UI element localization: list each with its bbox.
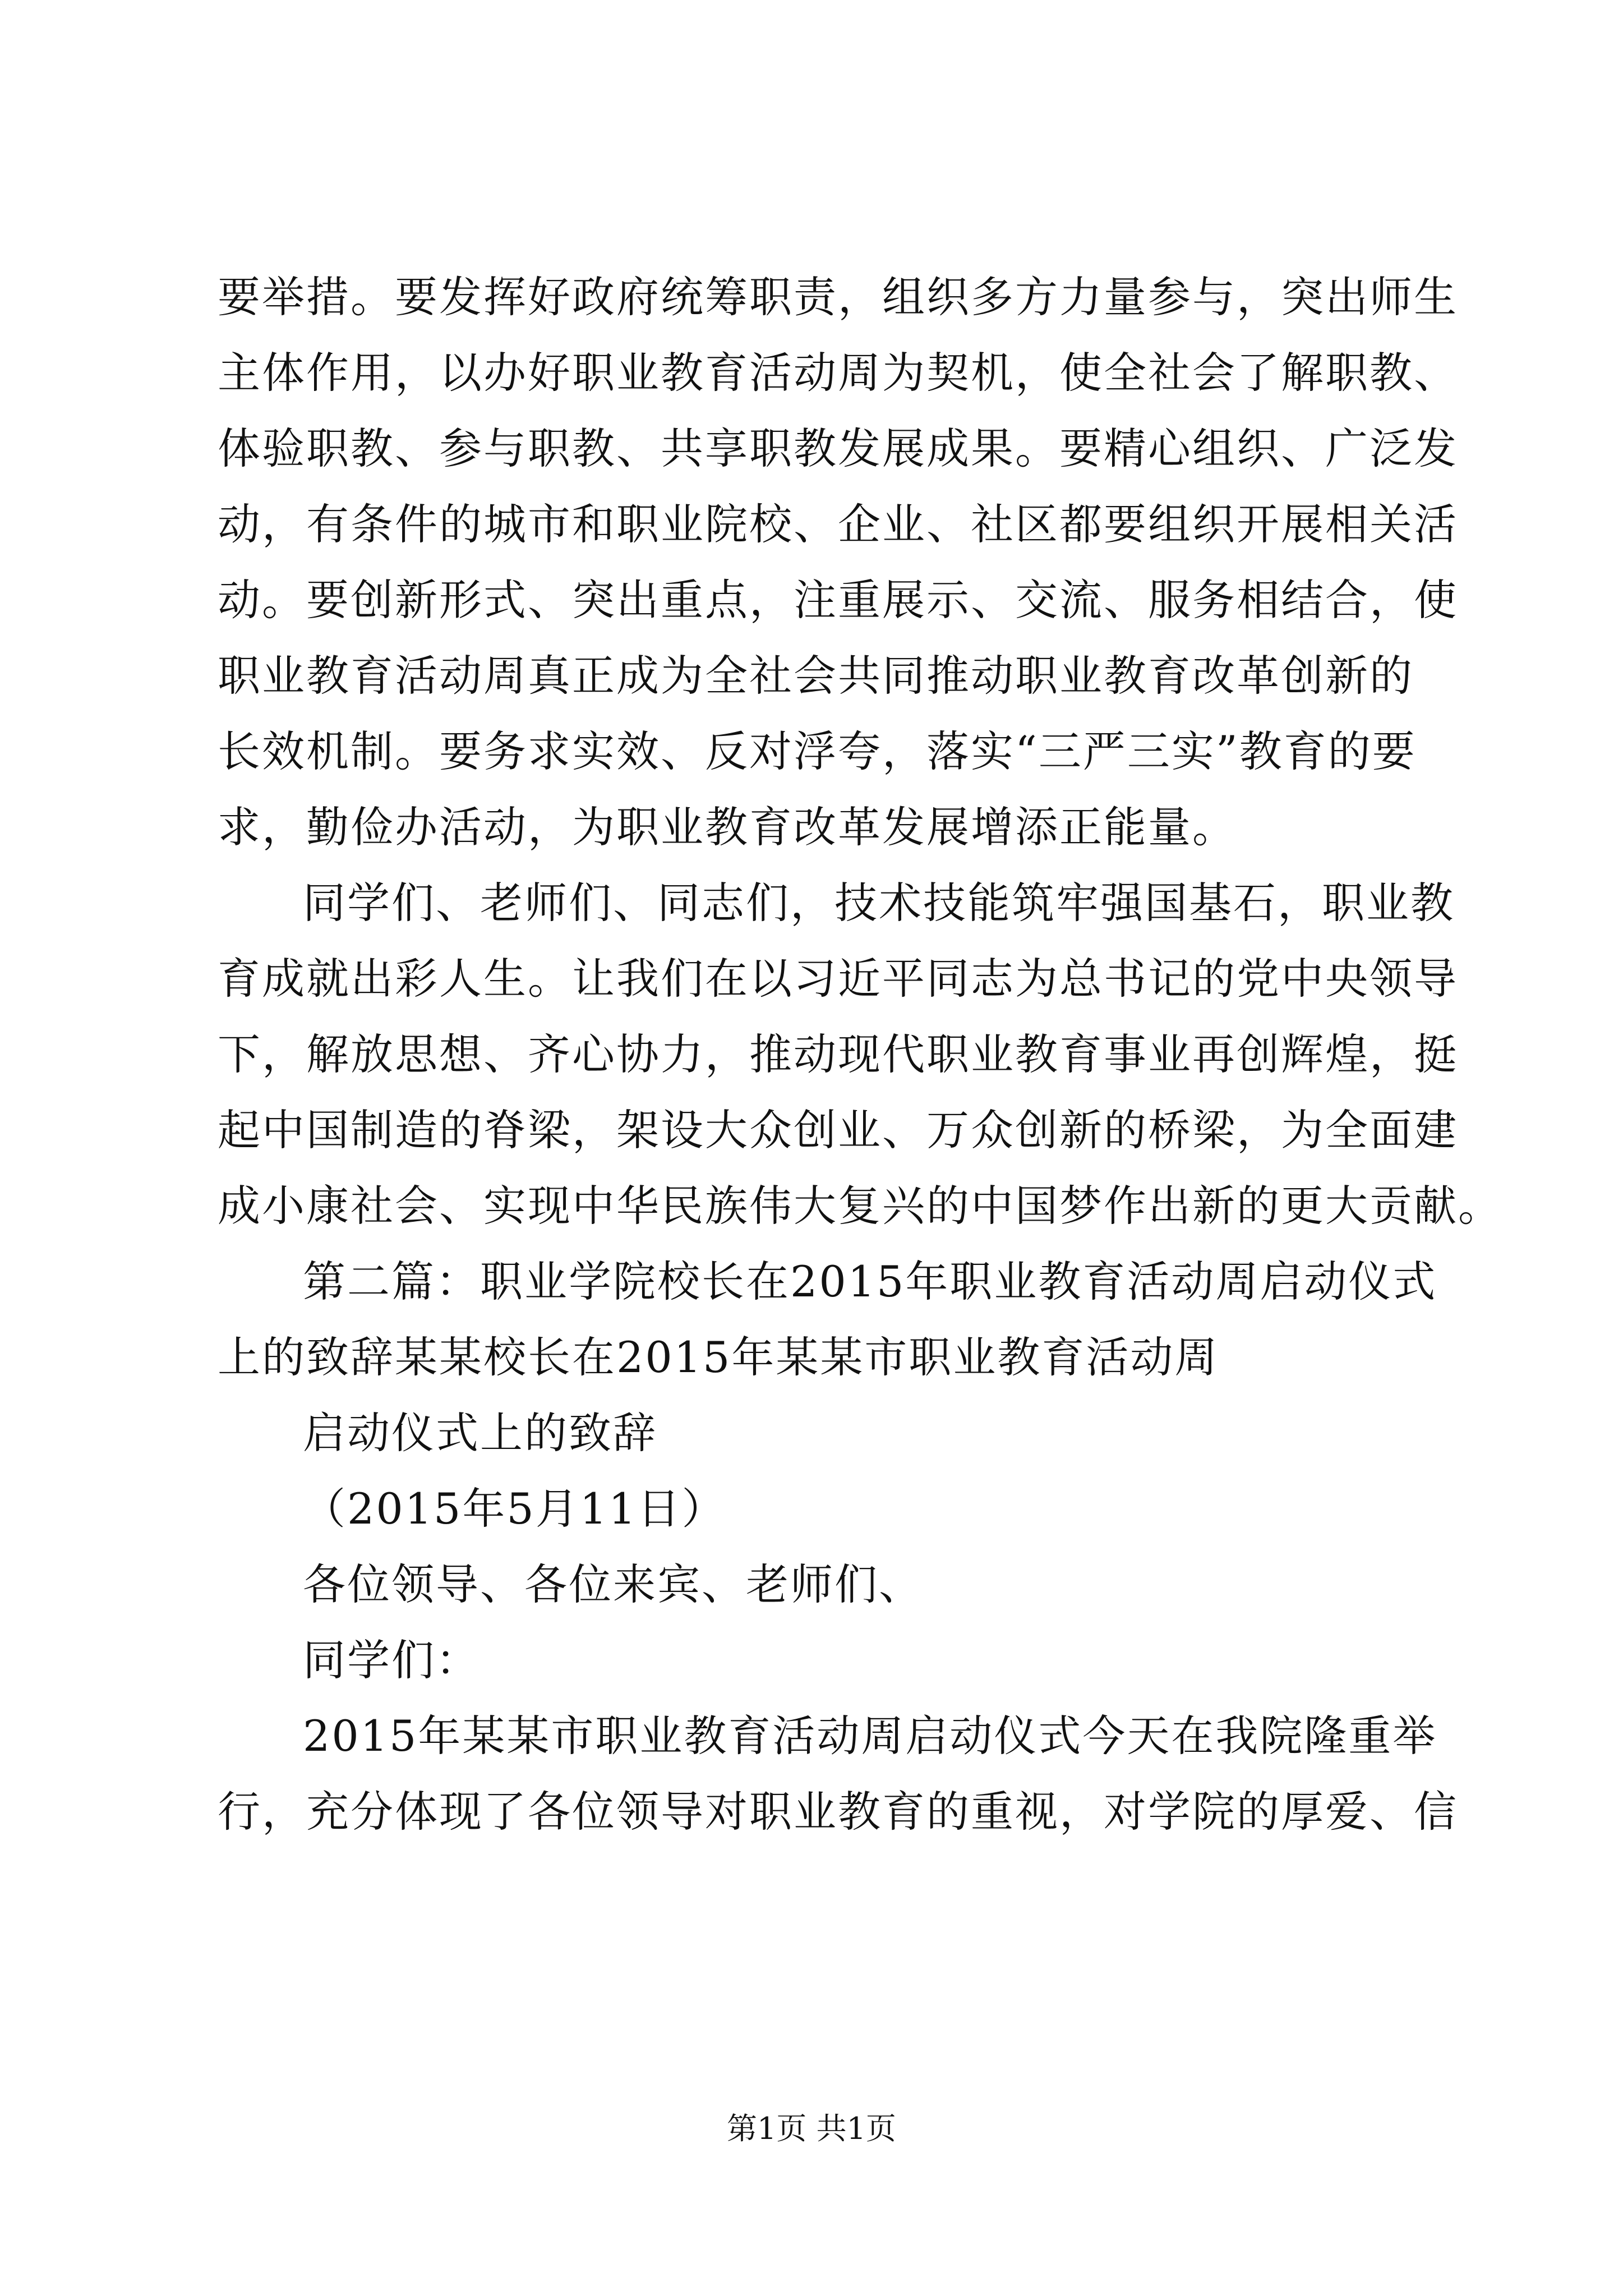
body-text-line: 长效机制。要务求实效、反对浮夸，落实“三严三实”教育的要: [218, 726, 1417, 776]
section-heading-line: 第二篇：职业学院校长在2015年职业教育活动周启动仪式: [303, 1257, 1437, 1306]
salutation-line: 各位领导、各位来宾、老师们、: [303, 1559, 923, 1609]
body-text-line: 下，解放思想、齐心协力，推动现代职业教育事业再创辉煌，挺: [218, 1029, 1458, 1079]
body-text-line: 起中国制造的脊梁，架设大众创业、万众创新的桥梁，为全面建: [218, 1105, 1458, 1155]
body-text-line: 职业教育活动周真正成为全社会共同推动职业教育改革创新的: [218, 651, 1414, 701]
body-text-line: 育成就出彩人生。让我们在以习近平同志为总书记的党中央领导: [218, 954, 1458, 1004]
body-text-line: 动。要创新形式、突出重点，注重展示、交流、服务相结合，使: [218, 575, 1458, 625]
body-text-line: 动，有条件的城市和职业院校、企业、社区都要组织开展相关活: [218, 499, 1458, 549]
speech-title: 启动仪式上的致辞: [303, 1408, 657, 1458]
body-text-line: 要举措。要发挥好政府统筹职责，组织多方力量参与，突出师生: [218, 272, 1458, 322]
section-heading-line: 上的致辞某某校长在2015年某某市职业教育活动周: [218, 1332, 1219, 1382]
speech-date: （2015年5月11日）: [303, 1484, 726, 1534]
page-number-footer: 第1页 共1页: [727, 2111, 896, 2146]
body-text-line: 成小康社会、实现中华民族伟大复兴的中国梦作出新的更大贡献。: [218, 1181, 1502, 1231]
body-text-line: 行，充分体现了各位领导对职业教育的重视，对学院的厚爱、信: [218, 1787, 1458, 1837]
salutation-line: 同学们：: [303, 1635, 480, 1685]
paragraph-first-line: 2015年某某市职业教育活动周启动仪式今天在我院隆重举: [303, 1711, 1437, 1761]
body-text-line: 体验职教、参与职教、共享职教发展成果。要精心组织、广泛发: [218, 424, 1458, 473]
body-text-line: 主体作用，以办好职业教育活动周为契机，使全社会了解职教、: [218, 348, 1458, 398]
body-text-line: 求，勤俭办活动，为职业教育改革发展增添正能量。: [218, 802, 1237, 852]
paragraph-first-line: 同学们、老师们、同志们，技术技能筑牢强国基石，职业教: [303, 878, 1455, 928]
